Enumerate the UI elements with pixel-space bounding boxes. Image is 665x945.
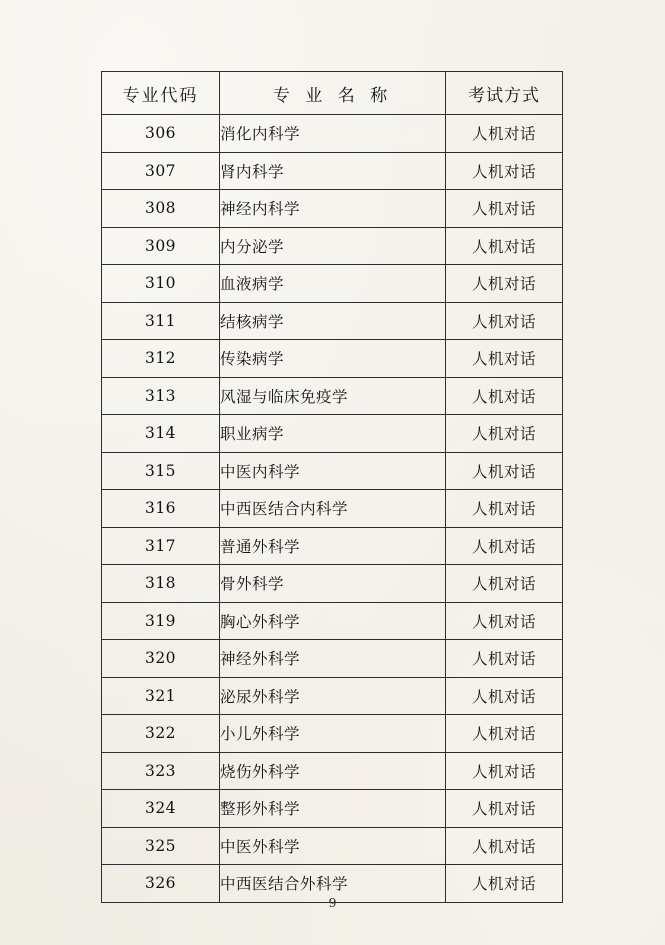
cell-name: 消化内科学 xyxy=(220,115,446,153)
cell-code: 316 xyxy=(102,490,220,528)
cell-mode: 人机对话 xyxy=(446,490,563,528)
column-header-name: 专 业 名 称 xyxy=(220,72,446,115)
table-row xyxy=(102,565,563,603)
table-row xyxy=(102,752,563,790)
cell-name: 传染病学 xyxy=(220,340,446,378)
cell-code: 326 xyxy=(102,865,220,903)
cell-name: 普通外科学 xyxy=(220,527,446,565)
table-row xyxy=(102,827,563,865)
cell-mode: 人机对话 xyxy=(446,527,563,565)
cell-code: 324 xyxy=(102,790,220,828)
cell-code: 317 xyxy=(102,527,220,565)
table-header xyxy=(102,72,563,115)
table-row xyxy=(102,715,563,753)
cell-name: 神经外科学 xyxy=(220,640,446,678)
cell-name: 中西医结合外科学 xyxy=(220,865,446,903)
cell-code: 311 xyxy=(102,302,220,340)
cell-name: 胸心外科学 xyxy=(220,602,446,640)
cell-mode: 人机对话 xyxy=(446,677,563,715)
cell-name: 内分泌学 xyxy=(220,227,446,265)
table-row xyxy=(102,490,563,528)
cell-mode: 人机对话 xyxy=(446,565,563,603)
table-row xyxy=(102,640,563,678)
cell-name: 中西医结合内科学 xyxy=(220,490,446,528)
cell-mode: 人机对话 xyxy=(446,190,563,228)
cell-mode: 人机对话 xyxy=(446,752,563,790)
table-row xyxy=(102,340,563,378)
table-row xyxy=(102,265,563,303)
cell-mode: 人机对话 xyxy=(446,377,563,415)
column-header-mode: 考试方式 xyxy=(446,72,563,115)
cell-code: 321 xyxy=(102,677,220,715)
cell-mode: 人机对话 xyxy=(446,452,563,490)
cell-code: 314 xyxy=(102,415,220,453)
cell-code: 315 xyxy=(102,452,220,490)
cell-code: 312 xyxy=(102,340,220,378)
cell-name: 血液病学 xyxy=(220,265,446,303)
table-row xyxy=(102,152,563,190)
cell-mode: 人机对话 xyxy=(446,115,563,153)
cell-code: 307 xyxy=(102,152,220,190)
cell-mode: 人机对话 xyxy=(446,227,563,265)
cell-code: 319 xyxy=(102,602,220,640)
cell-mode: 人机对话 xyxy=(446,602,563,640)
cell-name: 神经内科学 xyxy=(220,190,446,228)
cell-mode: 人机对话 xyxy=(446,790,563,828)
cell-name: 肾内科学 xyxy=(220,152,446,190)
table-row xyxy=(102,115,563,153)
cell-mode: 人机对话 xyxy=(446,865,563,903)
cell-name: 结核病学 xyxy=(220,302,446,340)
cell-mode: 人机对话 xyxy=(446,715,563,753)
table-header-row xyxy=(102,72,563,115)
cell-mode: 人机对话 xyxy=(446,827,563,865)
cell-code: 318 xyxy=(102,565,220,603)
table-row xyxy=(102,790,563,828)
cell-mode: 人机对话 xyxy=(446,340,563,378)
cell-code: 310 xyxy=(102,265,220,303)
cell-name: 职业病学 xyxy=(220,415,446,453)
cell-mode: 人机对话 xyxy=(446,302,563,340)
table-row xyxy=(102,377,563,415)
cell-mode: 人机对话 xyxy=(446,152,563,190)
table-row xyxy=(102,527,563,565)
cell-name: 整形外科学 xyxy=(220,790,446,828)
table-row xyxy=(102,302,563,340)
table-row xyxy=(102,602,563,640)
cell-code: 323 xyxy=(102,752,220,790)
cell-code: 320 xyxy=(102,640,220,678)
specialty-code-table xyxy=(101,71,563,903)
column-header-code: 专业代码 xyxy=(102,72,220,115)
cell-code: 313 xyxy=(102,377,220,415)
cell-name: 小儿外科学 xyxy=(220,715,446,753)
cell-name: 中医内科学 xyxy=(220,452,446,490)
table-body xyxy=(102,115,563,903)
cell-name: 风湿与临床免疫学 xyxy=(220,377,446,415)
table-row xyxy=(102,452,563,490)
specialty-table-container xyxy=(101,71,562,903)
cell-code: 306 xyxy=(102,115,220,153)
cell-code: 309 xyxy=(102,227,220,265)
table-row xyxy=(102,227,563,265)
cell-mode: 人机对话 xyxy=(446,415,563,453)
table-row xyxy=(102,677,563,715)
table-row xyxy=(102,415,563,453)
table-row xyxy=(102,190,563,228)
cell-code: 308 xyxy=(102,190,220,228)
cell-name: 泌尿外科学 xyxy=(220,677,446,715)
cell-code: 325 xyxy=(102,827,220,865)
cell-code: 322 xyxy=(102,715,220,753)
page-number: 9 xyxy=(328,895,337,910)
cell-mode: 人机对话 xyxy=(446,640,563,678)
cell-mode: 人机对话 xyxy=(446,265,563,303)
cell-name: 骨外科学 xyxy=(220,565,446,603)
cell-name: 烧伤外科学 xyxy=(220,752,446,790)
cell-name: 中医外科学 xyxy=(220,827,446,865)
